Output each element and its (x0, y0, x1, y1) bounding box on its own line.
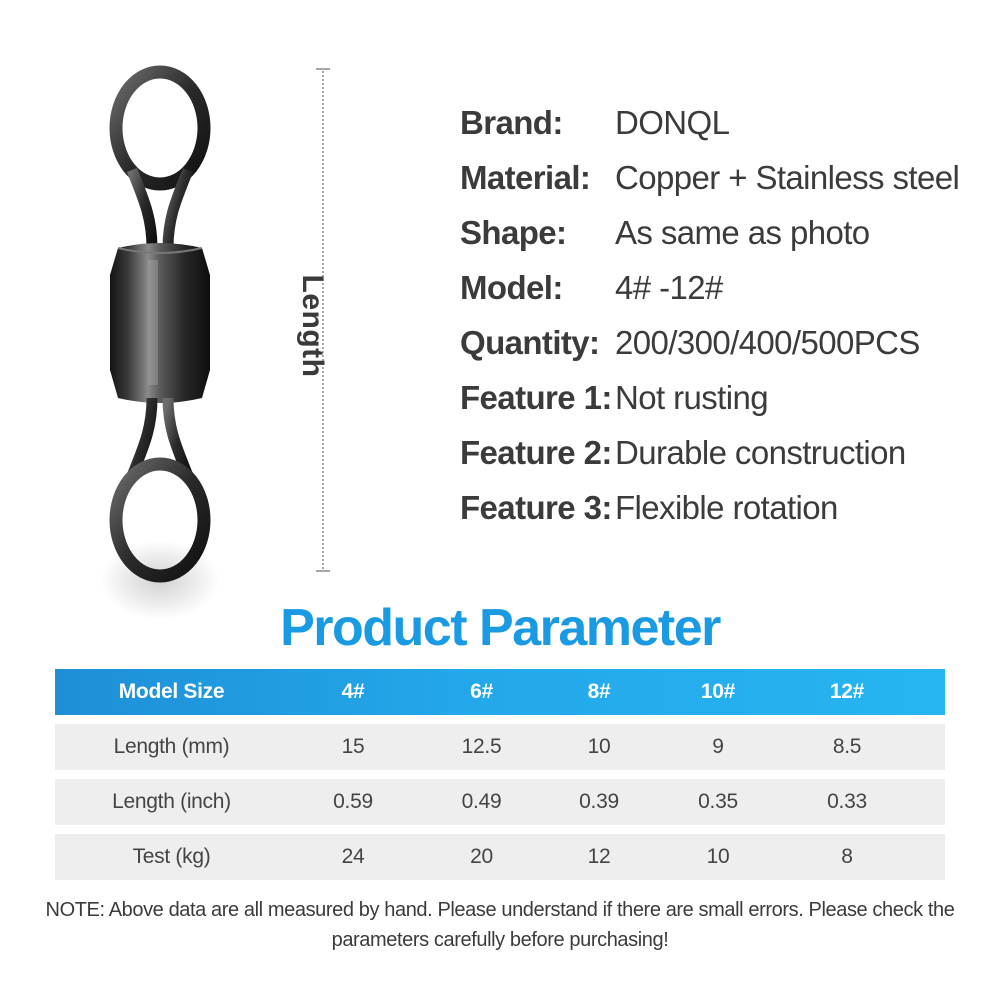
header-cell: 8# (587, 680, 611, 703)
spec-key: Feature 2: (460, 433, 612, 471)
spec-key: Quantity: (460, 323, 600, 361)
table-cell: 9 (712, 735, 724, 758)
spec-row-quantity (460, 315, 980, 370)
spec-value: Copper + Stainless steel (615, 158, 960, 196)
spec-key: Material: (460, 158, 591, 196)
table-cell: 0.59 (333, 790, 373, 813)
table-cell: 20 (470, 845, 493, 868)
spec-value: As same as photo (615, 213, 870, 251)
spec-value: Flexible rotation (615, 488, 838, 526)
spec-key: Brand: (460, 103, 563, 141)
spec-row-shape (460, 205, 980, 260)
spec-value: 200/300/400/500PCS (615, 323, 920, 361)
parameter-table (55, 669, 945, 889)
table-cell: 0.33 (827, 790, 867, 813)
table-cell: 15 (341, 735, 365, 758)
table-cell: 10 (706, 845, 730, 868)
spec-key: Feature 3: (460, 488, 612, 526)
table-row (55, 779, 945, 825)
header-cell: Model Size (118, 680, 225, 703)
spec-row-feature-2 (460, 425, 980, 480)
table-cell: 0.49 (461, 790, 502, 813)
table-cell: 0.35 (698, 790, 738, 813)
spec-row-feature-1 (460, 370, 980, 425)
section-title: Product Parameter (280, 599, 720, 657)
header-cell: 4# (341, 680, 365, 703)
table-cell: 8.5 (832, 735, 862, 758)
table-cell: 8 (841, 845, 853, 868)
header-cell: 10# (700, 680, 736, 703)
spec-value: 4# -12# (615, 268, 723, 306)
header-cell: 6# (470, 680, 493, 703)
spec-key: Feature 1: (460, 378, 612, 416)
length-label-text: Length (296, 274, 329, 378)
table-cell: 0.39 (579, 790, 619, 813)
table-cell: 12.5 (461, 735, 502, 758)
spec-list (460, 95, 980, 535)
spec-row-feature-3 (460, 480, 980, 535)
disclaimer-note: NOTE: Above data are all measured by hand. Please understand if there are small errors. Please check the parameters carefully before purchasing! (45, 899, 955, 951)
spec-value: DONQL (615, 103, 730, 141)
table-row (55, 724, 945, 770)
table-cell: Length (mm) (113, 735, 230, 758)
table-header-row (55, 669, 945, 715)
dimension-cap-bottom (316, 570, 330, 572)
table-cell: 12 (587, 845, 611, 868)
table-cell: 24 (341, 845, 365, 868)
table-cell: 10 (587, 735, 611, 758)
spec-row-brand (460, 95, 980, 150)
spec-row-model (460, 260, 980, 315)
spec-value: Not rusting (615, 378, 768, 416)
table-row (55, 834, 945, 880)
spec-key: Model: (460, 268, 563, 306)
table-cell: Test (kg) (132, 845, 211, 868)
header-cell: 12# (829, 680, 865, 703)
spec-row-material (460, 150, 980, 205)
spec-value: Durable construction (615, 433, 906, 471)
table-cell: Length (inch) (112, 790, 231, 813)
spec-key: Shape: (460, 213, 567, 251)
